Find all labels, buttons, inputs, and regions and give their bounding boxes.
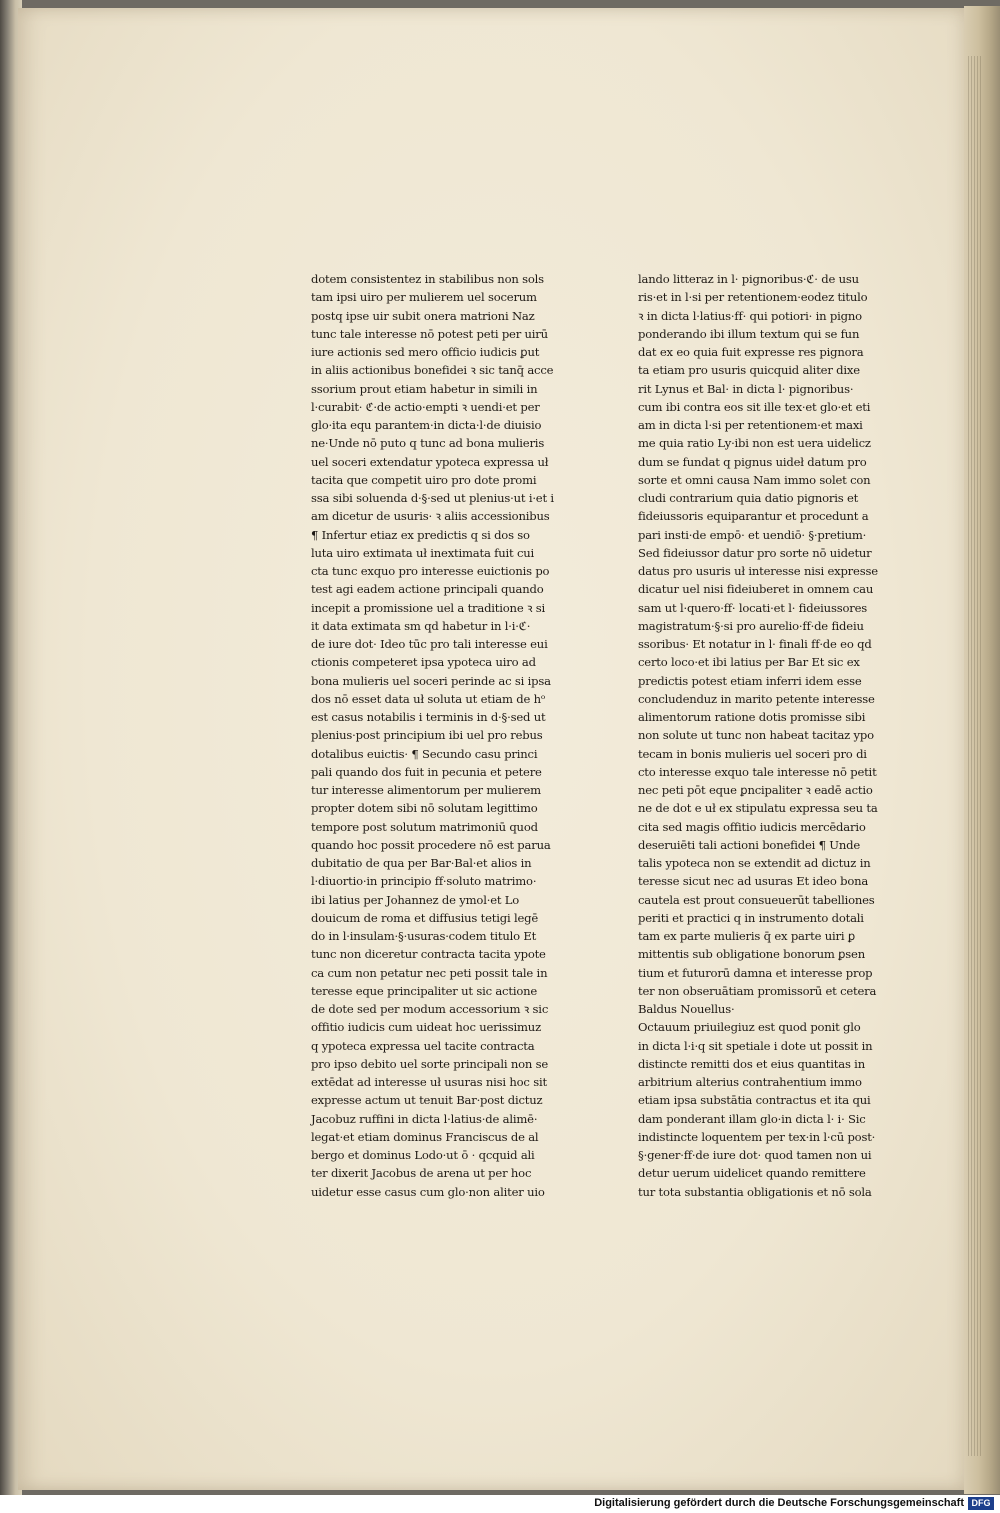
text-line: ctionis competeret ipsa ypoteca uiro ad: [311, 655, 536, 670]
text-line: periti et practici q in instrumento dotali: [638, 910, 864, 925]
text-line: tam ipsi uiro per mulierem uel socerum: [311, 290, 537, 305]
text-line: incepit a promissione uel a traditione ꝛ si: [311, 600, 546, 615]
text-line: cto interesse exquo tale interesse nō petit: [638, 764, 877, 779]
text-line: rit Lynus et Bal· in dicta l· pignoribus·: [638, 381, 854, 396]
text-line: non solute ut tunc non habeat tacitaz ypo: [638, 728, 874, 743]
text-line: glo·ita equ parantem·in dicta·l·de diuisio: [311, 418, 542, 432]
text-line: am in dicta l·si per retentionem·et maxi: [638, 418, 863, 432]
text-line: cludi contrarium quia datio pignoris et: [638, 491, 859, 505]
text-line: distincte remitti dos et eius quantitas in: [638, 1056, 865, 1071]
text-line: datus pro usuris uł interesse nisi expresse: [638, 564, 878, 578]
text-line: ne·Unde nō puto q tunc ad bona mulieris: [311, 436, 545, 451]
text-line: it data extimata sm qd habetur in l·i·ℭ·: [311, 618, 531, 633]
text-line: pari insti·de empō· et uendiō· §·pretium·: [638, 527, 867, 542]
text-line: dicatur uel nisi fideiuberet in omnem cau: [638, 582, 874, 597]
text-line: cita sed magis offitio iudicis mercēdario: [638, 819, 866, 834]
text-line: deseruiēti tali actioni bonefidei ¶ Unde: [638, 837, 860, 852]
text-line: tur interesse alimentorum per mulierem: [311, 783, 541, 797]
text-line: ꝛ in dicta l·latius·ff· qui potiori· in pigno: [638, 308, 862, 323]
text-line: indistincte loquentem per tex·in l·cū post·: [638, 1129, 876, 1144]
text-line: propter dotem sibi nō solutam legittimo: [311, 801, 538, 816]
text-line: talis ypoteca non se extendit ad dictuz in: [638, 856, 871, 870]
text-line: arbitrium alterius contrahentium immo: [638, 1075, 862, 1089]
text-line: ssa sibi soluenda d·§·sed ut plenius·ut i·et i: [311, 491, 554, 505]
text-line: tam ex parte mulieris q̄ ex parte uiri ꝑ: [638, 929, 855, 943]
text-line: ssoribus· Et notatur in l· finali ff·de eo qd: [638, 637, 872, 651]
text-line: sam ut l·quero·ff· locati·et l· fideiussores: [638, 600, 867, 615]
text-line: ter non obseruātiam promissorū et cetera: [638, 983, 877, 998]
text-line: Jacobuz ruffini in dicta l·latius·de alimē·: [311, 1111, 538, 1126]
text-line: pali quando dos fuit in pecunia et petere: [311, 764, 542, 779]
text-line: ter dixerit Jacobus de arena ut per hoc: [311, 1166, 532, 1181]
text-line: fideiussoris equiparantur et procedunt a: [638, 509, 869, 524]
text-line: Baldus Nouellus·: [638, 1002, 735, 1016]
text-line: ssorium prout etiam habetur in simili in: [311, 381, 538, 396]
text-line: do in l·insulam·§·usuras·codem titulo Et: [311, 929, 537, 943]
text-line: etiam ipsa substātia contractus et ita qui: [638, 1093, 871, 1108]
text-line: ¶ Infertur etiaz ex predictis q si dos so: [311, 527, 530, 542]
text-column-right: [638, 270, 878, 1201]
text-line: nec peti pōt eque ꝑncipaliter ꝛ eadē actio: [638, 783, 873, 797]
text-line: offitio iudicis cum uideat hoc uerissimuz: [311, 1020, 541, 1035]
text-line: cum ibi contra eos sit ille tex·et glo·et eti: [638, 399, 871, 414]
text-line: §·gener·ff·de iure dot· quod tamen non ui: [638, 1148, 872, 1162]
text-line: teresse eque principaliter ut sic actione: [311, 983, 538, 998]
text-line: plenius·post principium ibi uel pro rebus: [311, 728, 543, 743]
text-line: concludenduz in marito petente interesse: [638, 691, 875, 706]
text-line: ca cum non petatur nec peti possit tale in: [311, 965, 548, 980]
text-line: me quia ratio Ly·ibi non est uera uidelicz: [638, 436, 871, 451]
text-line: est casus notabilis i terminis in d·§·sed ut: [311, 710, 546, 724]
text-line: expresse actum ut tenuit Bar·post dictuz: [311, 1093, 543, 1108]
text-line: tecam in bonis mulieris uel soceri pro di: [638, 746, 867, 761]
text-line: dam ponderant illam glo·in dicta l· i· Sic: [638, 1111, 866, 1126]
text-line: ibi latius per Johannez de ymol·et Lo: [311, 892, 520, 907]
text-line: detur uerum uidelicet quando remittere: [638, 1166, 866, 1181]
text-line: predictis potest etiam inferri idem esse: [638, 673, 862, 688]
dfg-logo-icon: DFG: [968, 1497, 994, 1510]
text-line: tempore post solutum matrimoniū quod: [311, 819, 538, 834]
text-line: de iure dot· Ideo tūc pro tali interesse eui: [311, 637, 548, 651]
text-line: ne de dot e uł ex stipulatu expressa seu ta: [638, 801, 878, 816]
text-line: uidetur esse casus cum glo·non aliter uio: [311, 1184, 545, 1199]
text-line: de dote sed per modum accessorium ꝛ sic: [311, 1002, 549, 1016]
text-line: ris·et in l·si per retentionem·eodez titulo: [638, 290, 868, 305]
fore-edge-texture: [968, 56, 982, 1456]
text-line: ponderando ibi illum textum qui se fun: [638, 326, 860, 341]
text-line: bona mulieris uel soceri perinde ac si ipsa: [311, 673, 551, 688]
text-line: sorte et omni causa Nam immo solet con: [638, 472, 871, 487]
text-line: q ypoteca expressa uel tacite contracta: [311, 1038, 535, 1053]
text-line: tur tota substantia obligationis et nō sola: [638, 1184, 872, 1199]
text-column-left: [311, 270, 554, 1201]
book-fore-edge: [964, 6, 1000, 1494]
text-line: iure actionis sed mero officio iudicis ꝑut: [311, 345, 540, 359]
text-line: dubitatio de qua per Bar·Bal·et alios in: [311, 856, 532, 870]
text-line: l·diuortio·in principio ff·soluto matrimo·: [311, 874, 537, 889]
text-line: tunc tale interesse nō potest peti per uirū: [311, 326, 548, 341]
text-line: alimentorum ratione dotis promisse sibi: [638, 710, 866, 724]
text-line: douicum de roma et diffusius tetigi legē: [311, 910, 538, 925]
text-line: dum se fundat q pignus uideł datum pro: [638, 454, 867, 469]
text-line: luta uiro extimata uł inextimata fuit cui: [311, 545, 535, 560]
text-line: Sed fideiussor datur pro sorte nō uidetur: [638, 545, 872, 560]
text-line: magistratum·§·si pro aurelio·ff·de fideiu: [638, 618, 864, 633]
text-line: Octauum priuilegiuz est quod ponit glo: [638, 1020, 861, 1035]
text-line: cta tunc exquo pro interesse euictionis po: [311, 564, 550, 578]
text-line: ta etiam pro usuris quicquid aliter dixe: [638, 363, 860, 378]
text-line: lando litteraz in l· pignoribus·ℭ· de usu: [638, 272, 859, 286]
text-line: uel soceri extendatur ypoteca expressa uł: [311, 454, 549, 469]
text-line: dos nō esset data uł soluta ut etiam de hᵒ: [311, 691, 546, 706]
text-line: tium et futurorū damna et interesse prop: [638, 965, 873, 980]
text-line: am dicetur de usuris· ꝛ aliis accessionibus: [311, 509, 550, 524]
text-line: tunc non diceretur contracta tacita ypote: [311, 947, 546, 962]
text-line: test agi eadem actione principali quando: [311, 582, 544, 597]
text-line: l·curabit· ℭ·de actio·empti ꝛ uendi·et per: [311, 399, 540, 414]
footer-credit: Digitalisierung gefördert durch die Deutsche Forschungsgemeinschaft: [594, 1497, 964, 1509]
text-line: legat·et etiam dominus Franciscus de al: [311, 1129, 539, 1144]
text-line: bergo et dominus Lodo·ut ō · qcquid ali: [311, 1148, 535, 1162]
text-line: dat ex eo quia fuit expresse res pignora: [638, 345, 864, 359]
text-line: extēdat ad interesse uł usuras nisi hoc sit: [311, 1075, 547, 1089]
text-line: dotalibus euictis· ¶ Secundo casu princi: [311, 746, 538, 761]
text-line: dotem consistentez in stabilibus non sols: [311, 272, 544, 286]
text-line: certo loco·et ibi latius per Bar Et sic ex: [638, 655, 860, 670]
text-line: postq ipse uir subit onera matrioni Naz: [311, 308, 535, 323]
text-line: in dicta l·i·q sit spetiale i dote ut possit in: [638, 1038, 873, 1053]
text-line: cautela est prout consueuerūt tabelliones: [638, 892, 875, 907]
text-line: pro ipso debito uel sorte principali non se: [311, 1056, 549, 1071]
text-line: in aliis actionibus bonefidei ꝛ sic tanq̄ acce: [311, 363, 554, 378]
text-line: mittentis sub obligatione bonorum ꝑsen: [638, 947, 865, 962]
text-line: teresse sicut nec ad usuras Et ideo bona: [638, 874, 869, 889]
text-line: tacita que competit uiro pro dote promi: [311, 472, 537, 487]
text-line: quando hoc possit procedere nō est parua: [311, 837, 551, 852]
